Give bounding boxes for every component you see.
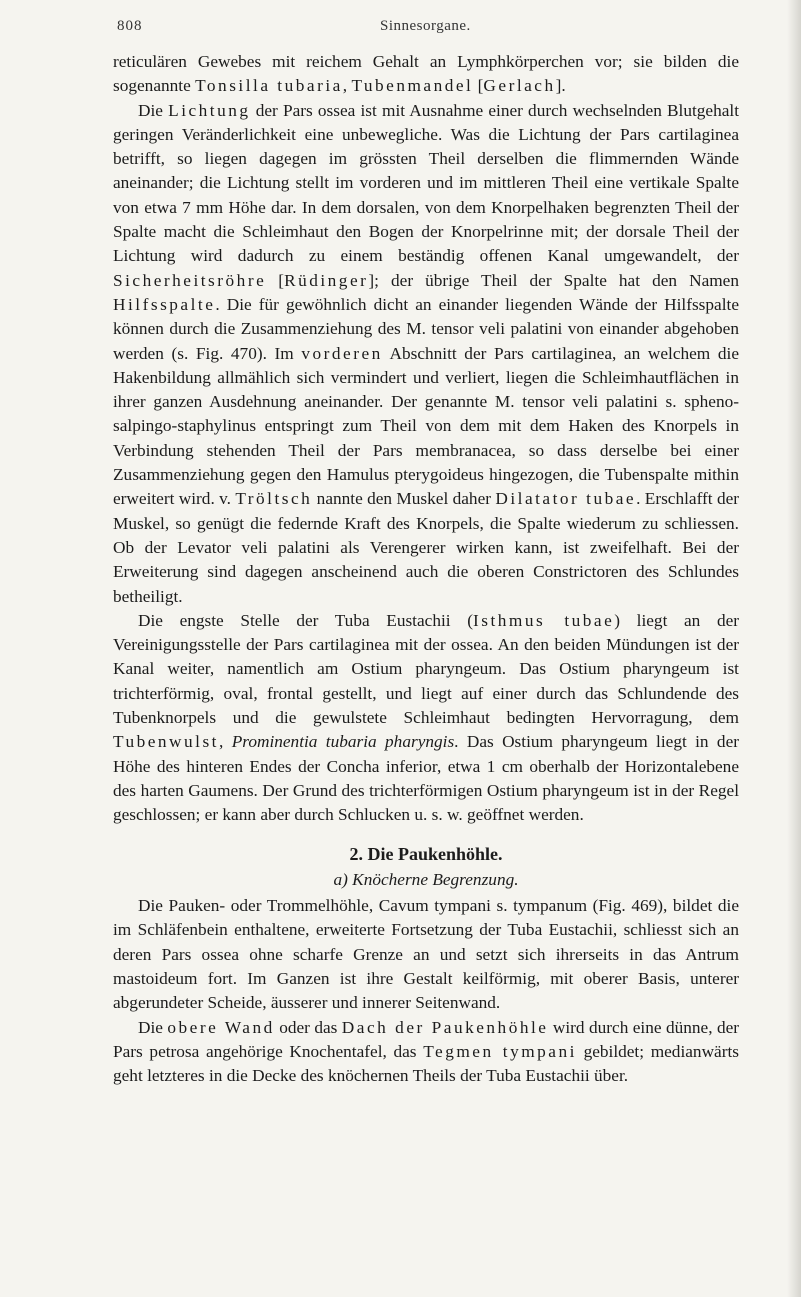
text-run: . Erschlafft der Muskel, so genügt die federnde Kraft des Knorpels, die Spalte wiederum zu schliessen. Ob der Levator veli palatini als Verengerer wirken kann, ist zweifelhaft. Bei der Erweiterung sind dagegen anscheinend auch die oberen Constrictoren des Schlundes betheiligt. xyxy=(113,489,740,606)
page-number: 808 xyxy=(117,18,143,34)
page-header xyxy=(0,18,801,42)
text-run: nannte den Muskel daher xyxy=(312,489,496,509)
text-run: Die xyxy=(138,100,169,120)
text-run: der Pars ossea ist mit Ausnahme einer durch wechselnden Blutgehalt geringen Veränderlichkeit eine unbewegliche. Was die Lichtung der Pars cartilaginea betrifft, so liegen dagegen im grössten Theil derselben die flimmernden Wände aneinander; die Lichtung stellt im vorderen und im mittleren Theil eine vertikale Spalte von etwa 7 mm Höhe dar. In dem dorsalen, von dem Knorpelhaken begrenzten Theil der Spalte macht die Schleimhaut den Bogen der Knorpelrinne mit; der dorsale Theil der Lichtung wird dadurch zu einem beständig offenen Kanal umgewandelt, der xyxy=(113,100,740,266)
spaced-term: Tubenwulst xyxy=(113,732,219,752)
running-title: Sinnesorgane. xyxy=(380,18,471,34)
text-run: ]. xyxy=(555,76,566,96)
text-run: Abschnitt der Pars cartilaginea, an welchem die Hakenbildung allmählich sich vermindert und verliert, liegen die Schleimhautflächen in ihrer ganzen Ausdehnung aneinander. Der genannte M. tensor veli palatini s. spheno-salpingo-staphylinus entspringt zum Theil von dem mit dem Haken des Knorpels in Verbindung stehenden Theil der Pars membranacea, so dass derselbe bei einer Zusammenziehung gegen den Hamulus pterygoideus hingezogen, die Tubenspalte mithin erweitert wird. v. xyxy=(113,343,739,509)
text-run: wird durch eine dünne, der Pars petrosa angehörige Knochentafel, das xyxy=(113,1017,740,1061)
text-run: Die Pauken- oder Trommelhöhle, Cavum tympani s. tympanum (Fig. 469), bildet die im Schläfenbein enthaltene, erweiterte Fortsetzung der Tuba Eustachii, schliesst sich an deren Pars ossea ohne scharfe Grenze an und setzt sich ihrerseits in das Antrum mastoideum fort. Im Ganzen ist ihre Gestalt keilförmig, mit oberer Basis, unterer abgerundeter Scheide, äusserer und innerer Seitenwand. xyxy=(113,896,739,1013)
text-run: , xyxy=(342,76,352,96)
spaced-term: Isthmus tubae xyxy=(472,610,615,630)
text-run: reticulären Gewebes mit reichem Gehalt an Lymphkörperchen vor; sie bilden die sogenannte xyxy=(113,52,739,96)
text-run: oder das xyxy=(274,1017,342,1037)
text-run: Die engste Stelle der Tuba Eustachii ( xyxy=(138,610,473,630)
spaced-term: vorderen xyxy=(301,343,383,363)
spaced-term: Tonsilla tubaria xyxy=(195,76,343,96)
author-name: Gerlach xyxy=(483,76,556,96)
paragraph-4 xyxy=(113,894,739,1015)
author-name: Tröltsch xyxy=(235,489,313,509)
spaced-term: Tubenmandel xyxy=(351,76,474,96)
text-run: Die xyxy=(138,1017,168,1037)
paragraph-2 xyxy=(113,99,739,609)
text-run: [ xyxy=(473,76,484,96)
text-run: [ xyxy=(266,270,285,290)
page-edge-shadow xyxy=(787,0,801,1297)
section-title: 2. Die Paukenhöhle. xyxy=(349,843,503,864)
text-run: gebildet; medianwärts geht letzteres in die Decke des knöchernen Theils der Tuba Eustachii über. xyxy=(113,1041,739,1086)
text-run: ) liegt an der Vereinigungsstelle der Pars cartilaginea mit der ossea. An den beiden Mündungen ist der Kanal weiter, namentlich am Ostium pharyngeum. Das Ostium pharyngeum ist trichterförmig, oval, frontal gestellt, und liegt auf einer durch das Schlundende des Tubenknorpels und die gewulstete Schleimhaut bedingten Hervorragung, dem xyxy=(113,610,740,728)
subsection-title: a) Knöcherne Begrenzung. xyxy=(333,869,519,889)
italic-term: Prominentia tubaria pharyngis xyxy=(231,732,455,752)
spaced-term: Dilatator tubae xyxy=(495,489,637,509)
text-run: ]; der übrige Theil der Spalte hat den Namen xyxy=(368,270,739,290)
spaced-term: Hilfsspalte xyxy=(113,294,216,314)
paragraph-1 xyxy=(113,50,739,99)
author-name: Rüdinger xyxy=(284,270,369,290)
spaced-term: obere Wand xyxy=(167,1017,275,1037)
paragraph-3 xyxy=(113,609,739,828)
text-run: . Das Ostium pharyngeum liegt in der Höhe des hinteren Endes der Concha inferior, etwa 1 cm oberhalb der Horizontalebene des harten Gaumens. Der Grund des trichterförmigen Ostium pharyngeum ist in der Regel geschlossen; er kann aber durch Schlucken u. s. w. geöffnet werden. xyxy=(113,732,739,825)
spaced-term: Tegmen tympani xyxy=(423,1041,577,1061)
text-run: , xyxy=(219,732,232,752)
paragraph-5 xyxy=(113,1016,739,1089)
spaced-term: Lichtung xyxy=(168,100,251,120)
spaced-term: Dach der Paukenhöhle xyxy=(341,1017,549,1037)
spaced-term: Sicherheitsröhre xyxy=(113,270,267,290)
text-run: . Die für gewöhnlich dicht an einander liegenden Wände der Hilfsspalte können durch die Zusammenziehung des M. tensor veli palatini von einander abgehoben werden (s. Fig. 470). Im xyxy=(113,294,739,363)
body-text xyxy=(113,50,739,1088)
